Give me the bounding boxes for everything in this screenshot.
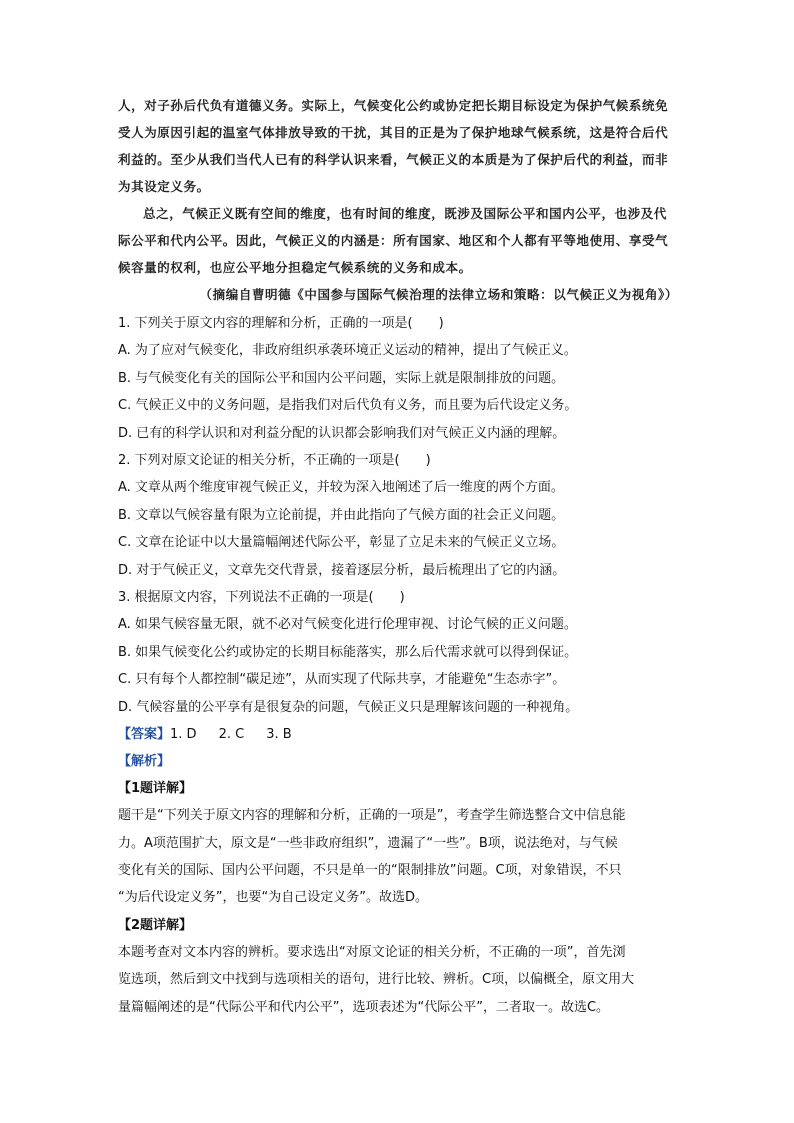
answer-value: 3. B bbox=[266, 727, 292, 743]
question-option: A. 文章从两个维度审视气候正义，并较为深入地阐述了后一维度的两个方面。 bbox=[118, 480, 564, 496]
answer-line bbox=[118, 721, 678, 748]
detail-heading: 【2题详解】 bbox=[118, 917, 193, 933]
question-2 bbox=[118, 447, 678, 584]
question-option: A. 如果气候容量无限，就不必对气候变化进行伦理审视、讨论气候的正义问题。 bbox=[118, 617, 577, 633]
detail-line: 变化有关的国际、国内公平问题，不只是单一的“限制排放”问题。C项，对象错误，不只 bbox=[118, 862, 622, 878]
question-option: D. 已有的科学认识和对利益分配的认识都会影响我们对气候正义内涵的理解。 bbox=[118, 425, 566, 441]
question-option: B. 与气候变化有关的国际公平和国内公平问题，实际上就是限制排放的问题。 bbox=[118, 370, 565, 386]
detail-line: 览选项，然后到文中找到与选项相关的语句，进行比较、辨析。C项，以偏概全，原文用大 bbox=[118, 972, 635, 988]
detail-line: 本题考查对文本内容的辨析。要求选出“对原文论证的相关分析，不正确的一项”，首先浏 bbox=[118, 944, 626, 960]
question-option: C. 气候正义中的义务问题，是指我们对后代负有义务，而且要为后代设定义务。 bbox=[118, 398, 578, 414]
question-option: B. 文章以气候容量有限为立论前提，并由此指向了气候方面的社会正义问题。 bbox=[118, 507, 565, 523]
passage-source: （摘编自曹明德《中国参与国际气候治理的法律立场和策略：以气候正义为视角》） bbox=[199, 287, 678, 302]
question-option: A. 为了应对气候变化，非政府组织承袭环境正义运动的精神，提出了气候正义。 bbox=[118, 343, 577, 359]
page-content bbox=[118, 92, 678, 1021]
question-option: C. 文章在论证中以大量篇幅阐述代际公平，彰显了立足未来的气候正义立场。 bbox=[118, 535, 565, 551]
detail-2 bbox=[118, 912, 678, 1021]
question-option: B. 如果气候变化公约或协定的长期目标能落实，那么后代需求就可以得到保证。 bbox=[118, 644, 578, 660]
detail-line: 量篇幅阐述的是“代际公平和代内公平”，选项表述为“代际公平”，二者取一。故选C。 bbox=[118, 999, 610, 1015]
passage-paragraph: 总之，气候正义既有空间的维度，也有时间的维度，既涉及国际公平和国内公平，也涉及代际公平和代内公平。因此，气候正义的内涵是：所有国家、地区和个人都有平等地使用、享受气候容量的权利，也应公平地分担稳定气候系统的义务和成本。 bbox=[118, 206, 669, 275]
answer-values bbox=[170, 727, 314, 742]
answer-value: 2. C bbox=[218, 727, 245, 743]
answer-label: 【答案】 bbox=[118, 727, 171, 743]
detail-1 bbox=[118, 775, 678, 912]
questions-section bbox=[118, 310, 678, 721]
question-stem: 2. 下列对原文论证的相关分析，不正确的一项是( ) bbox=[118, 453, 431, 469]
detail-line: 力。A项范围扩大，原文是“一些非政府组织”，遗漏了“一些”。B项，说法绝对，与气候 bbox=[118, 835, 618, 851]
detail-heading: 【1题详解】 bbox=[118, 781, 193, 797]
question-option: D. 气候容量的公平享有是很复杂的问题，气候正义只是理解该问题的一种视角。 bbox=[118, 699, 579, 715]
passage-paragraph: 人，对子孙后代负有道德义务。实际上，气候变化公约或协定把长期目标设定为保护气候系统免受人为原因引起的温室气体排放导致的干扰，其目的正是为了保护地球气候系统，这是符合后代利益的。至少从我们当代人已有的科学认识来看，气候正义的本质是为了保护后代的利益，而非为其设定义务。 bbox=[118, 98, 669, 194]
question-3 bbox=[118, 584, 678, 721]
detail-line: 题干是“下列关于原文内容的理解和分析，正确的一项是”，考查学生筛选整合文中信息能 bbox=[118, 808, 626, 824]
passage-excerpt bbox=[118, 92, 678, 308]
question-stem: 1. 下列关于原文内容的理解和分析，正确的一项是( ) bbox=[118, 316, 444, 331]
detail-line: “为后代设定义务”，也要“为自己设定义务”。故选D。 bbox=[118, 890, 428, 906]
question-option: D. 对于气候正义，文章先交代背景，接着逐层分析，最后梳理出了它的内涵。 bbox=[118, 562, 566, 578]
question-stem: 3. 根据原文内容，下列说法不正确的一项是( ) bbox=[118, 590, 405, 606]
question-option: C. 只有每个人都控制“碳足迹”，从而实现了代际共享，才能避免“生态赤字”。 bbox=[118, 672, 566, 688]
answer-value: 1. D bbox=[170, 727, 197, 743]
question-1 bbox=[118, 310, 678, 447]
analysis-label: 【解析】 bbox=[118, 754, 171, 770]
